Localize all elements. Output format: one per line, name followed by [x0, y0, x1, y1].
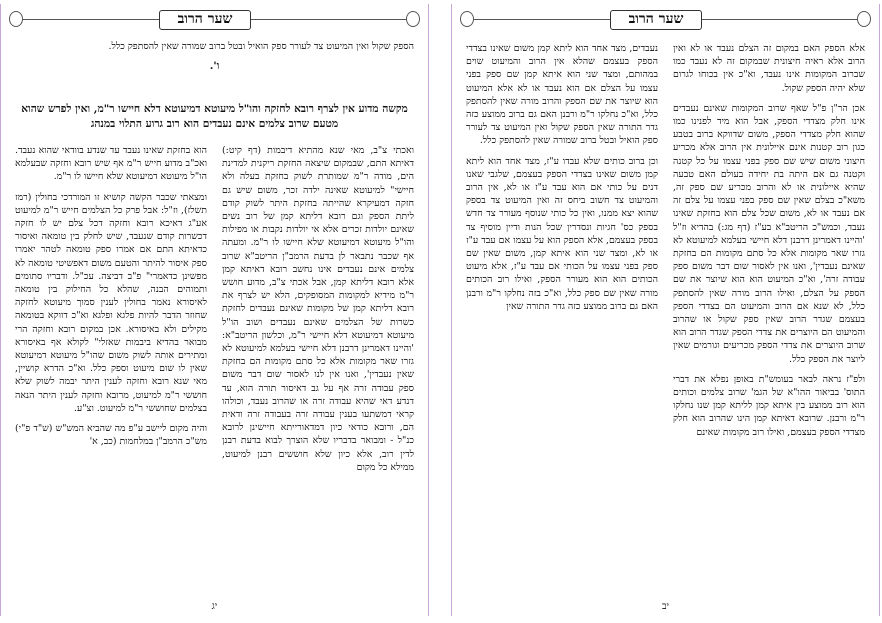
- scroll-ornament-right: [857, 11, 871, 27]
- paragraph: והיה מקום ליישב ע"פ מה שהביא המש"ש (ש"ד פ"י) מש"כ הרמב"ן במלחמות (כב, א': [15, 423, 207, 448]
- paragraph: הוא בחזקת שאינו נעבד עד שנדע בוודאי שהוא נעבד. ואכ"ב מדוע חייש ר"מ אף שיש רובא וחזקה שבעלמא הו"ל מיעוטא דמיעוטא שלא חיישו לו ר"מ.: [15, 145, 207, 183]
- scroll-ornament-right: [406, 11, 420, 27]
- paragraph: נעבדים, מצד אחד הוא ליתא קמן משום שאינו בצדדי הספק בעצמם שהלא אין הרוב והמיעוט שוים במהותם, ומצד שני הוא איתא קמן שם ספק בפני עצמו על הצלם אם הוא נעבד או לא אלא המיעוט הוא שיוצר את שם הספק והרוב מורה שאין להסתפק כלל, וא"כ נחלקו ר"מ ורבנן האם גם ברוב ממוצע כזה גדר התורה שאין הספק שקול ואין המיעוט צד לעורר ספק הואיל ובטל ברוב שמורה שאין להסתפק כלל.: [466, 43, 658, 147]
- scroll-ornament-left: [460, 11, 474, 27]
- paragraph: ולפ"ז נראה לבאר בעומש"ת באופן נפלא את דברי התוס' בביאור ההו"א של הגמ' שרוב צלמים וכותים הוא רוב ממוצע בין איתא קמן לליתא קמן שנו נחלקו ר"מ ורבנן. שרובא דאיתא קמן הינו שהרוב הוא חלק מצדדי הספק בעצמם, ואילו רוב מקומות שאינם: [673, 373, 865, 438]
- paragraph: ומצאתי שכבר הקשה קושיא זו המורדכי בחולין (רמז תשלז), וז"ל: אבל פרק כל הצלמים חייש ר"מ למיעוט אע"ג דאיכא רובא וחזקה דכל צלם יש לו חזקה דכשרות קודם שנעבד, שיש לחלק בין טומאה ואיסור כדאיתא התם אם אמרו ספק טומאה לטהר יאמרו ספק איסור להיתר והטעם משום דאפשיטי טומאה לא מפשינן כדאמרי" פ"ב דביצה. עכ"ל. ודבריו סתומים ותמוהים הבנה, שהלא כל החילוק בין טומאה לאיסורא נאמר בחולין לענין סמוך מיעוטא לחזקה שחוזר הדבר להיות פלגא ופלגא וא"כ דווקא בטומאה מקילים ולא באיסורא. אכן במקום רובא וחזקה הרי מבואר בהדיא ביבמות שאזלי" לקולא אף באיסורא ומתירים אותה לשוק משום שהו"ל מיעוטא דמיעוטא שאין לו שום מיעוט וספק כלל. וא"כ הדרא קושיין, מאי שנא רובא וחזקה לענין היתר יבמה לשוק שלא חוששי ר"מ למיעוט, מרובא וחזקה לענין היתר הנאה בצלמים שחוששי ר"מ למיעוט. וצ"ע.: [15, 191, 207, 414]
- section-heading: מקשה מדוע אין לצרף רובא לחזקה והו"ל מיעוטא דמיעוטא דלא חיישו ר"מ, ואין לפרש שהוא מטעם שרוב צלמים אינם נעבדים הוא רוב גרוע התלוי במנהג: [21, 103, 408, 130]
- right-page: [451, 4, 880, 616]
- top-paragraph-block: [15, 40, 414, 88]
- paragraph: ואכתי צ"ב, מאי שנא מהתיא דיבמות (דף קיט:) דאיתא התם, שבמקום שיצאה החזקת ריקנית למדינת הים, מודה ר"מ שמותרת לשוק בחזקת בעלה ולא חיישי" למיעוטא שאינה ילדה זכר, משום שיש גם חזקה דמעיקרא שהייתה בחזקת היתר לשוק קודם ליתת הספק וגם רובא דליתא קמן של רוב נשים שאינם יולדות זכרים אלא אי יולדות נקבות או מפילות והו"ל מיעוטא דמיעוטא שלא חיישו לו ר"מ. ומעתה אף שכבר נתבאר לן בדעת הרמב"ן הריטב"א שרוב צלמים אינם נעבדים אינו נחשב רובא דאיתא קמן אלא רובא דליתא קמן, אבל אכתי צ"ב, מדוע חושש ר"מ מידיא למקומות המסופקים, הלא יש לצרף את רובא דליתא קמן של מקומות שאינם נעבדים לחזקת כשרות של הצלמים שאינם נעבדים ושוב הו"ל מיעוטא דמיעוטא דלא חיישי ר"מ, וכלשון הריטב"א: 'והיינו דאמרינן דרבנן דלא חיישי בעלמא למיעוטא לא גזרו שאר מקומות אלא כל סתם מקומות הם בחזקת שאין נעבדין', ואנו אין לנו לאסור שום דבר משום ספק עבודה זרה אף על גב דאיסור תורה הוא, עד דנדע דאי שהיא עבודה זרה או שהרוב נעבד, וכולהו קראי דמשתעו בענין עבודה זרה בעבודה זרה ודאית הם, ורובא כודאי כיון דמדאורייתא חיישינן לרובא כנ"ל - ומבואר בדבריו שלא הוצרך לבוא בדעת רבנן לדין רוב, אלא כיון שלא חוששים רבנן למיעוט, ממילא כל מקום: [222, 145, 414, 473]
- top-paragraph: הספק שקול ואין המיעוט צד לעורר ספק הואיל ובטל ברוב שמורה שאין להסתפק כלל.: [108, 41, 414, 52]
- running-title: שער הרוב: [610, 10, 702, 30]
- left-page-column-right: [222, 144, 414, 594]
- paragraph: וכן ברוב כותים שלא עבדו ע"ז, מצד אחד הוא ליתא קמן משום שאינו בצדדי הספק בעצמם, שלגבי שאנו דנים על כותי אם הוא עבד ע"ז או לא, אין הרוב והמיעוט צד חשוב ביחס זה ואין המיעוט צד בספק שהוא יצא ממנו, ואין כל כותי שנוסף מעורר צד חדש בספק כס' חגיות ונסדרין שכל הנות ודיין מוסיף צד בספק בעצמם, אלא הספק הוא על עצמו אם עבד ע"ז או לא, ומצד שני הוא איתא קמן, משום שאין שם ספק בפני עצמו על הכותי אם עבד ע"ז, אלא מיעוט הכותים הוא הוא מעורר הספק, ואילו רוב הכותים מורה שאין שם ספק כלל, וא"כ בזה נחלקו ר"מ ורבנן האם גם ברוב ממוצע כזה גדר התורה שאין: [466, 155, 658, 312]
- scroll-ornament-left: [9, 11, 23, 27]
- paragraph: אכן הר"ן פ"ל שאף שרוב המקומות שאינם נעבדים אינו חלק מצדדי הספק, אבל הוא מיד לפנינו כמו שהוא חלק מצדדי הספק, משום שדווקא ברוב בטבע כגון רוב קטנות אינם איילונית אין הרוב אלא מכריע חיצוני משום שיש שם ספק בפני עצמו על כל קטנה וקטנה גם אם היתה בת יחידה בעולם האם טבעה שהיא איילונית או לא והרוב מכריע שם ספק זה, משא"כ בצלם שאין שם ספק בפני עצמו על צלם זה אם נעבד או לא, משום שכל צלם הוא בחזקת שאינו נעבד, וכמש"כ הריטב"א בע"ז (דף מג:) בהדיא וז"ל 'והיינו דאמרינן דרבנן דלא חיישי בעלמא למיעוטא לא גזרו שאר מקומות אלא כל סתם מקומות הם בחזקת שאינם נעבדין', ואנו אין לאסור שום דבר משום ספק עבודה זרה', וא"כ המיעוט הוא הוא שיוצר את שם הספק על הצלם, ואילו הרוב מורה שאין להסתפק כלל, לא שנא אם הרוב והמיעוט הם בצדדי הספק בעצמם שגדר הרוב שאין ספק שקול או שהרוב והמיעוט הם היוצרים את צדדי הספק שגדר הרוב הוא שרוב היוצרים את צדדי הספק מכריעים וגורמים שאין ליוצר את הספק כלל.: [673, 102, 865, 365]
- running-header: [460, 8, 871, 32]
- page-number: יג: [211, 601, 218, 612]
- section-number: ו'.: [209, 60, 220, 73]
- right-page-column-right: [673, 42, 865, 594]
- right-page-column-left: [466, 42, 658, 594]
- paragraph: אלא הספק האם במקום זה הצלם נעבד או לא ואין הרוב אלא ראיה חיצונית שבמקום זה לא נעבד כמו שברוב המקומות אינו נעבד, וא"כ אין בכוחו לגרום שלא יהיה הספק שקול.: [673, 43, 865, 94]
- page-number: יב: [661, 601, 670, 612]
- left-page: [0, 4, 429, 616]
- running-title: שער הרוב: [159, 10, 251, 30]
- running-header: [9, 8, 420, 32]
- left-page-column-left: [15, 144, 207, 594]
